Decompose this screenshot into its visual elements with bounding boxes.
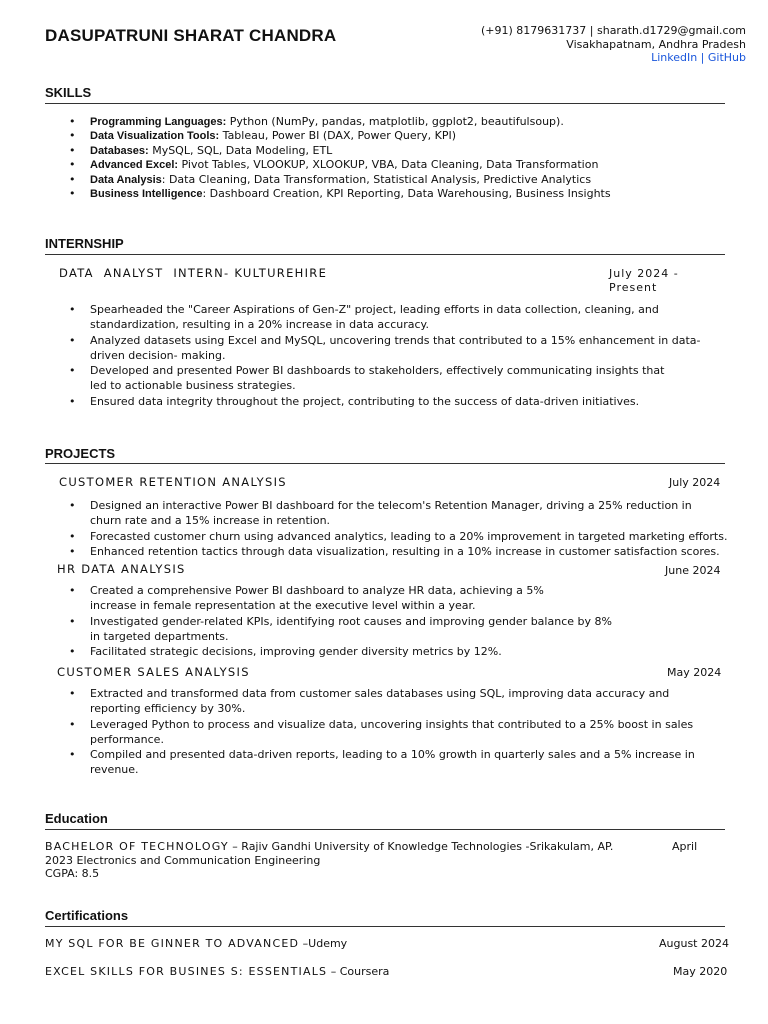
list-item: • Created a comprehensive Power BI dashboard to analyze HR data, achieving a 5% increase in female representation at the executive level within a year.	[62, 583, 560, 614]
project-date: June 2024	[665, 564, 721, 577]
skill-item: • Databases: MySQL, SQL, Data Modeling, ETL	[62, 144, 742, 158]
skill-item: • Programming Languages: Python (NumPy, pandas, matplotlib, ggplot2, beautifulsoup).	[62, 115, 742, 129]
list-item: • Extracted and transformed data from customer sales databases using SQL, improving data accuracy and reporting efficiency by 30%.	[62, 686, 700, 717]
phone-email: (+91) 8179631737 | sharath.d1729@gmail.com	[481, 24, 746, 37]
list-item: • Designed an interactive Power BI dashboard for the telecom's Retention Manager, driving a 25% reduction in churn rate and a 15% increase in retention.	[62, 498, 720, 529]
internship-role: DATA ANALYST INTERN- KULTUREHIRE	[59, 266, 328, 280]
contact-block	[481, 24, 746, 65]
list-item: • Facilitated strategic decisions, improving gender diversity metrics by 12%.	[62, 644, 622, 659]
education-divider	[45, 829, 725, 830]
github-link[interactable]: GitHub	[707, 51, 746, 64]
project-title: CUSTOMER RETENTION ANALYSIS	[59, 475, 287, 489]
degree: BACHELOR OF TECHNOLOGY	[45, 840, 229, 853]
skills-divider	[45, 103, 725, 104]
linkedin-link[interactable]: LinkedIn	[651, 51, 698, 64]
list-item: • Developed and presented Power BI dashboards to stakeholders, effectively communicating insights that led to actionable business strategies.	[62, 363, 680, 394]
skill-item: • Data Visualization Tools: Tableau, Power BI (DAX, Power Query, KPI)	[62, 129, 742, 143]
project-date: July 2024	[669, 476, 721, 489]
internship-divider	[45, 254, 725, 255]
skill-item: • Data Analysis: Data Cleaning, Data Transformation, Statistical Analysis, Predictive Analytics	[62, 173, 742, 187]
certification-item: MY SQL FOR BE GINNER TO ADVANCED –Udemy	[45, 937, 348, 950]
skills-heading: SKILLS	[45, 85, 92, 100]
institution: – Rajiv Gandhi University of Knowledge Technologies -Srikakulam, AP.	[228, 840, 614, 853]
education-line2: 2023 Electronics and Communication Engineering	[45, 853, 321, 867]
project-title: CUSTOMER SALES ANALYSIS	[57, 665, 250, 679]
profile-links	[481, 51, 746, 65]
certification-date: August 2024	[659, 937, 729, 950]
projects-divider	[45, 463, 725, 464]
list-item: • Forecasted customer churn using advanced analytics, leading to a 20% improvement in targeted marketing efforts.	[62, 529, 752, 544]
list-item: • Ensured data integrity throughout the project, contributing to the success of data-driven initiatives.	[62, 394, 702, 409]
project-title: HR DATA ANALYSIS	[57, 562, 186, 576]
project-bullets	[62, 686, 722, 778]
list-item: • Spearheaded the "Career Aspirations of Gen-Z" project, leading efforts in data collection, cleaning, and standardization, resulting in a 20% increase in data accuracy.	[62, 302, 702, 333]
certification-date: May 2020	[673, 965, 728, 978]
certification-item: EXCEL SKILLS FOR BUSINES S: ESSENTIALS – Coursera	[45, 965, 390, 978]
project-date: May 2024	[667, 666, 722, 679]
project-bullets	[62, 583, 622, 659]
list-item: • Compiled and presented data-driven reports, leading to a 10% growth in quarterly sales and a 5% increase in revenue.	[62, 747, 720, 778]
certifications-divider	[45, 926, 725, 927]
list-item: • Investigated gender-related KPIs, identifying root causes and improving gender balance by 8% in targeted departments.	[62, 614, 622, 645]
skills-list	[62, 115, 742, 201]
certifications-heading: Certifications	[45, 908, 129, 923]
candidate-name: DASUPATRUNI SHARAT CHANDRA	[45, 26, 337, 45]
education-date: April	[672, 840, 698, 853]
project-bullets	[62, 498, 752, 559]
skill-item: • Advanced Excel: Pivot Tables, VLOOKUP, XLOOKUP, VBA, Data Cleaning, Data Transformation	[62, 158, 742, 172]
internship-heading: INTERNSHIP	[45, 236, 124, 251]
projects-heading: PROJECTS	[45, 446, 116, 461]
list-item: • Analyzed datasets using Excel and MySQL, uncovering trends that contributed to a 15% enhancement in data-driven decision- making.	[62, 333, 702, 364]
internship-date: July 2024 - Present	[609, 267, 679, 294]
cgpa: CGPA: 8.5	[45, 867, 100, 880]
location: Visakhapatnam, Andhra Pradesh	[566, 37, 746, 51]
education-heading: Education	[45, 811, 108, 826]
internship-bullets	[62, 302, 702, 409]
link-separator: |	[697, 51, 708, 64]
list-item: • Enhanced retention tactics through data visualization, resulting in a 10% increase in customer satisfaction scores.	[62, 544, 752, 559]
list-item: • Leveraged Python to process and visualize data, uncovering insights that contributed to a 25% boost in sales performance.	[62, 717, 720, 748]
skill-item: • Business Intelligence: Dashboard Creation, KPI Reporting, Data Warehousing, Business Insights	[62, 187, 742, 201]
education-entry	[45, 840, 705, 881]
